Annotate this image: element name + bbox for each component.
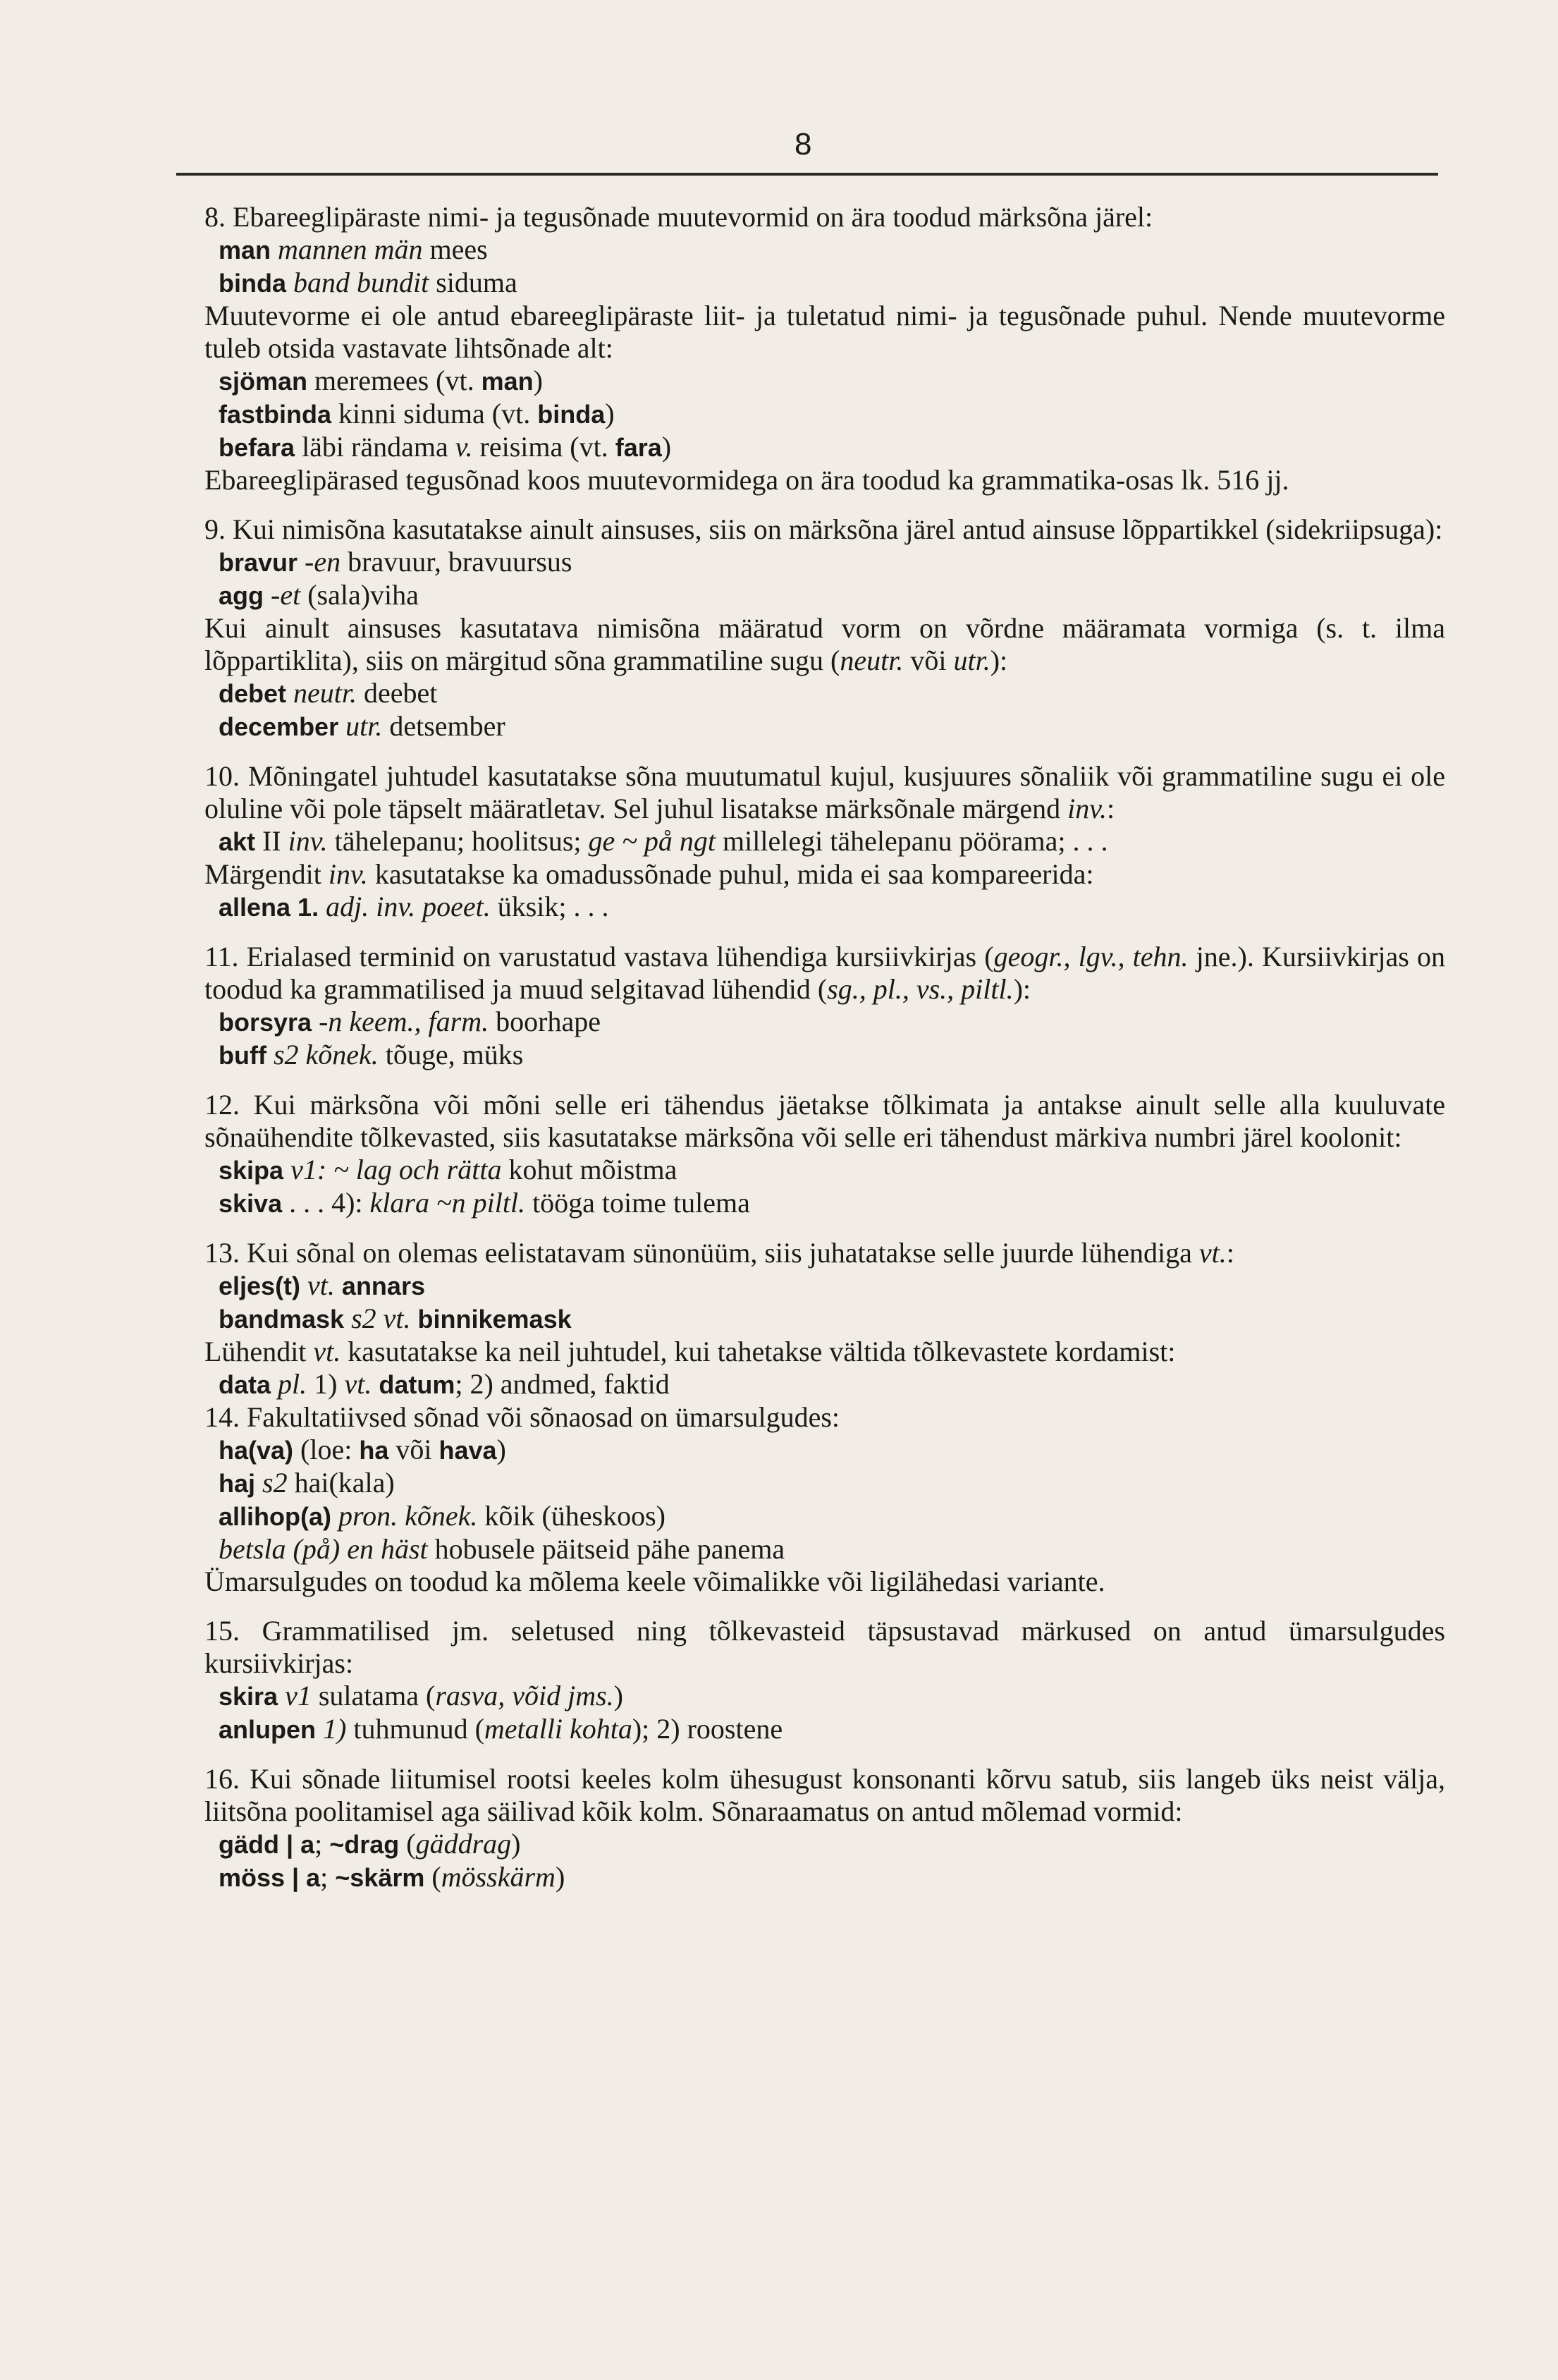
italic-text: inv. [288,825,328,857]
text-run [331,1500,338,1532]
text-run [266,1039,274,1070]
italic-text: utr. [953,645,990,676]
example-entry [219,1187,1445,1220]
text-run: Lühendit [204,1336,314,1367]
text-run: 12. Kui märksõna või mõni selle eri tähendus jäetakse tõlkimata ja antakse ainult selle alla kuuluvate sõnaühendite tõlkevasted, siis kasutatakse märksõna või selle eri tähendust märkiva numbri järel koolonit: [204,1089,1445,1153]
italic-text: mösskärm [441,1861,556,1893]
text-run: meremees (vt. [307,365,481,396]
italic-text: pron. kõnek. [338,1500,478,1532]
headword: befara [219,433,295,462]
text-run [286,677,293,709]
text-run: Ümarsulgudes on toodud ka mõlema keele võimalikke või ligilähedasi variante. [204,1566,1105,1597]
italic-text: vt. [1198,1237,1227,1269]
text-run: deebet [357,677,438,709]
text-run [298,546,305,578]
italic-text: vt. [307,1269,335,1301]
text-run: või [903,645,954,676]
example-entry [219,1302,1445,1336]
text-run: tõuge, müks [378,1039,524,1070]
text-run [411,1302,418,1334]
section-paragraph [204,1089,1445,1154]
italic-text: v1 [285,1680,312,1711]
headword: bandmask [219,1305,345,1334]
text-run: : [1107,793,1115,824]
text-run: Muutevorme ei ole antud ebareeglipäraste liit- ja tuletatud nimi- ja tegusõnade puhul. Nende muutevorme tuleb otsida vastavate lihtsõnade alt: [204,300,1445,364]
text-run: 9. Kui nimisõna kasutatakse ainult ainsuses, siis on märksõna järel antud ainsuse lõppartikkel (sidekriipsuga): [204,513,1443,545]
text-run: ) [605,398,615,429]
text-run [278,1680,285,1711]
text-run [264,579,271,611]
italic-text: metalli kohta [484,1713,632,1745]
example-entry [219,1680,1445,1713]
headword: skiva [219,1189,283,1218]
text-run [372,1368,379,1400]
page-body [204,201,1445,1894]
text-run: ) [496,1434,506,1465]
italic-text: s2 kõnek. [273,1039,379,1070]
example-entry [219,579,1445,612]
text-run [286,267,293,298]
headword: borsyra [219,1008,312,1037]
text-run: ): [1013,973,1031,1005]
example-entry [219,1006,1445,1039]
section-paragraph [204,1615,1445,1680]
page-number: 8 [795,127,812,161]
italic-text: -et [271,579,301,611]
italic-text: s2 [262,1467,288,1499]
italic-text: betsla (på) en häst [219,1533,428,1565]
section-paragraph [204,201,1445,233]
text-run: ) [533,365,543,396]
text-run: 15. Grammatilised jm. seletused ning tõlkevasteid täpsustavad märkused on antud ümarsulgudes kursiivkirjas: [204,1615,1445,1679]
example-entry [219,267,1445,300]
example-entry [219,677,1445,710]
headword: eljes(t) [219,1271,301,1300]
italic-text: gäddrag [415,1828,512,1860]
italic-text: sg., pl., vs., piltl. [827,973,1014,1005]
headword: binda [537,400,606,429]
text-run: 1) [307,1368,345,1400]
example-entry [219,1713,1445,1746]
section-paragraph [204,1401,1445,1434]
text-run: kõik (üheskoos) [477,1500,665,1532]
italic-text: rasva, võid jms. [435,1680,614,1711]
example-entry [219,1039,1445,1072]
section-paragraph [204,612,1445,677]
italic-text: inv. [328,858,368,890]
headword: fastbinda [219,400,332,429]
text-run: läbi rändama [295,431,455,463]
text-run: kasutatakse ka neil juhtudel, kui tahetakse vältida tõlkevastete kordamist: [341,1336,1176,1367]
text-run [255,1467,262,1499]
headword: ha [359,1436,389,1465]
italic-text: ge ~ på ngt [588,825,716,857]
italic-text: neutr. [293,677,357,709]
text-run: 16. Kui sõnade liitumisel rootsi keeles kolm ühesugust konsonanti kõrvu satub, siis langeb üks neist välja, liitsõna poolitamisel aga säilivad kõik kolm. Sõnaraamatus on antud mõlemad vormid: [204,1763,1445,1827]
text-run: või [388,1434,439,1465]
text-run [300,1269,307,1301]
headword: skipa [219,1156,284,1185]
text-run: Märgendit [204,858,329,890]
text-run: kasutatakse ka omadussõnade puhul, mida ei saa kompareerida: [367,858,1094,890]
example-entry [219,233,1445,267]
text-run: (loe: [293,1434,360,1465]
text-run [271,1368,278,1400]
italic-text: vt. [313,1336,341,1367]
italic-text: -en [305,546,341,578]
headword: binnikemask [417,1305,572,1334]
italic-text: v1: ~ lag och rätta [290,1154,502,1185]
italic-text: neutr. [840,645,904,676]
text-run: ) [613,1680,623,1711]
headword: data [219,1370,271,1399]
text-run: ): [990,645,1008,676]
text-run: ; 2) andmed, faktid [455,1368,670,1400]
section-paragraph [204,300,1445,365]
section-paragraph [204,1336,1445,1368]
text-run: (sala)viha [300,579,419,611]
section-paragraph [204,760,1445,825]
text-run: jne.). Kursiivkirjas on toodud ka grammatilised ja muud selgitavad lühendid ( [204,941,1445,1005]
headword: debet [219,679,287,708]
headword: agg [219,581,264,610]
text-run: 10. Mõningatel juhtudel kasutatakse sõna muutumatul kujul, kusjuures sõnaliik või grammatiline sugu ei ole oluline või pole täpselt määratletav. Sel juhul lisatakse märksõnale märgend [204,760,1445,824]
example-entry [219,1154,1445,1187]
headword: man [481,367,534,396]
text-run: ; [320,1861,336,1893]
italic-text: s2 vt. [351,1302,411,1334]
italic-text: -n keem., farm. [319,1006,489,1037]
headword: datum [379,1370,455,1399]
text-run [319,891,326,922]
example-entry [219,1828,1445,1861]
example-entry [219,1533,1445,1566]
italic-text: klara ~n piltl. [369,1187,526,1219]
italic-text: mannen män [278,233,423,265]
text-run [344,1302,351,1334]
italic-text: vt. [344,1368,372,1400]
example-entry [219,398,1445,431]
text-run: 14. Fakultatiivsed sõnad või sõnaosad on ümarsulgudes: [204,1401,840,1433]
italic-text: inv. [1067,793,1108,824]
text-run [316,1713,323,1745]
text-run: boorhape [489,1006,601,1037]
text-run [283,1154,290,1185]
text-run: Ebareeglipärased tegusõnad koos muutevormidega on ära toodud ka grammatika-osas lk. 516 jj. [204,464,1289,496]
example-entry [219,891,1445,924]
example-entry [219,1368,1445,1401]
italic-text: geogr., lgv., tehn. [993,941,1189,972]
text-run [335,1269,342,1301]
text-run: ) [555,1861,565,1893]
italic-text: pl. [278,1368,307,1400]
headword: binda [219,269,286,298]
text-run: tuhmunud ( [346,1713,484,1745]
headword: buff [219,1041,266,1070]
section-paragraph [204,513,1445,546]
text-run: ( [399,1828,416,1860]
headword: hava [438,1436,497,1465]
text-run: detsember [382,710,505,742]
italic-text: utr. [345,710,383,742]
text-run: kohut mõistma [501,1154,677,1185]
headword: skira [219,1682,278,1711]
section-paragraph [204,858,1445,891]
text-run: ( [424,1861,441,1893]
text-run: hobusele päitseid pähe panema [427,1533,785,1565]
section-paragraph [204,941,1445,1006]
example-entry [219,1467,1445,1500]
text-run [312,1006,319,1037]
text-run: II [255,825,288,857]
headword: haj [219,1469,256,1498]
headword: sjöman [219,367,308,396]
text-run: ) [661,431,672,463]
headword: bravur [219,548,298,577]
text-run: ); 2) roostene [632,1713,783,1745]
text-run: 8. Ebareeglipäraste nimi- ja tegusõnade muutevormid on ära toodud märksõna järel: [204,201,1153,233]
headword: man [219,236,271,264]
example-entry [219,431,1445,464]
text-run: tähelepanu; hoolitsus; [327,825,589,857]
headword: akt [219,827,256,856]
headword: ha(va) [219,1436,294,1465]
headword: allena 1. [219,893,319,922]
headword: allihop(a) [219,1502,331,1531]
text-run: reisima (vt. [472,431,615,463]
text-run [271,233,278,265]
text-run: tööga toime tulema [525,1187,750,1219]
text-run: 11. Erialased terminid on varustatud vastava lühendiga kursiivkirjas ( [204,941,994,972]
headword: annars [341,1271,425,1300]
text-run [338,710,345,742]
headword: fara [615,433,662,462]
text-run: . . . 4): [282,1187,370,1219]
text-run: siduma [429,267,517,298]
section-paragraph [204,1763,1445,1828]
example-entry [219,825,1445,858]
italic-text: 1) [323,1713,347,1745]
text-run: üksik; . . . [490,891,609,922]
headword: möss | a [219,1863,321,1892]
text-run: : [1226,1237,1234,1269]
text-run: Kui ainult ainsuses kasutatava nimisõna määratud vorm on võrdne määramata vormiga (s. t. ilma lõppartiklita), siis on märgitud sõna grammatiline sugu ( [204,612,1445,676]
example-entry [219,1861,1445,1894]
section-paragraph [204,1566,1445,1598]
headword: gädd | a [219,1830,315,1859]
text-run: bravuur, bravuursus [341,546,572,578]
text-run: sulatama ( [311,1680,436,1711]
section-paragraph [204,464,1445,496]
text-run: millelegi tähelepanu pöörama; . . . [716,825,1108,857]
text-run: ) [511,1828,521,1860]
text-run: 13. Kui sõnal on olemas eelistatavam sünonüüm, siis juhatatakse selle juurde lühendiga [204,1237,1199,1269]
example-entry [219,1269,1445,1302]
example-entry [219,1500,1445,1533]
italic-text: adj. inv. poeet. [326,891,491,922]
example-entry [219,1434,1445,1467]
headword: december [219,712,339,741]
text-run: ; [314,1828,330,1860]
example-entry [219,546,1445,579]
example-entry [219,710,1445,743]
header-rule [176,173,1438,176]
text-run: mees [422,233,488,265]
headword: anlupen [219,1715,317,1744]
section-paragraph [204,1237,1445,1269]
example-entry [219,365,1445,398]
italic-text: band bundit [293,267,429,298]
headword: ~drag [329,1830,400,1859]
headword: ~skärm [335,1863,425,1892]
text-run: kinni siduma (vt. [331,398,538,429]
text-run: hai(kala) [287,1467,395,1499]
italic-text: v. [455,431,473,463]
